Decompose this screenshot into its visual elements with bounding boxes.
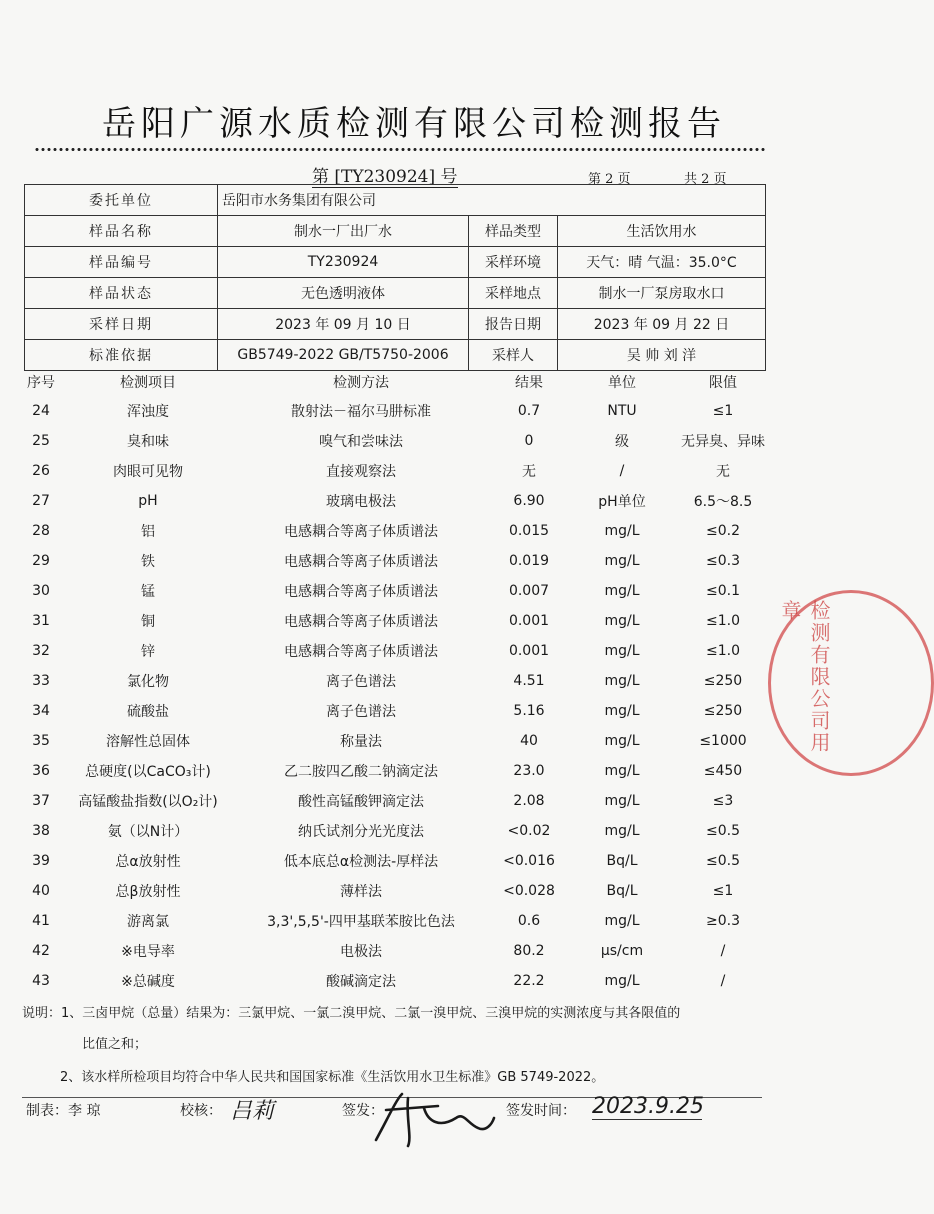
- row-unit: 级: [615, 434, 629, 450]
- header-unit: 单位: [608, 375, 636, 391]
- row-result: 23.0: [513, 763, 545, 779]
- row-limit: 无异臭、异味: [681, 434, 765, 450]
- row-method: 酸性高锰酸钾滴定法: [298, 794, 424, 810]
- row-limit: ≤0.5: [706, 823, 740, 839]
- row-no: 42: [32, 943, 50, 959]
- row-result: 0.6: [517, 913, 541, 929]
- row-method: 电极法: [340, 944, 382, 960]
- row-method: 离子色谱法: [326, 674, 396, 690]
- row-limit: ≤0.3: [706, 553, 740, 569]
- results-header-row: [22, 368, 774, 396]
- row-result: 0.015: [508, 523, 550, 539]
- row-no: 24: [32, 403, 50, 419]
- table-row: [22, 486, 774, 516]
- table-row: [22, 606, 774, 636]
- row-item: 锌: [141, 644, 155, 660]
- row-method: 直接观察法: [326, 464, 396, 480]
- row-result: 0.001: [508, 643, 550, 659]
- row-item: 铁: [141, 554, 155, 570]
- row-unit: Bq/L: [606, 883, 638, 899]
- row-limit: 6.5～8.5: [693, 494, 753, 510]
- sample-state-value: 无色透明液体: [218, 278, 469, 309]
- sampling-env-value: 天气：晴 气温：35.0°C: [558, 247, 766, 278]
- row-no: 37: [32, 793, 50, 809]
- row-item: 氨（以N计）: [107, 824, 189, 840]
- row-no: 36: [32, 763, 50, 779]
- row-no: 40: [32, 883, 50, 899]
- row-method: 称量法: [340, 734, 382, 750]
- row-result: 0.019: [508, 553, 550, 569]
- row-limit: ≤3: [712, 793, 734, 809]
- table-row: [22, 936, 774, 966]
- row-unit: mg/L: [604, 703, 640, 719]
- table-row: [22, 426, 774, 456]
- table-row: [22, 576, 774, 606]
- row-item: 铝: [141, 524, 155, 540]
- issue-time-label: 签发时间：: [506, 1103, 576, 1119]
- row-limit: ≤1.0: [706, 613, 740, 629]
- row-method: 玻璃电极法: [326, 494, 396, 510]
- client-value: 岳阳市水务集团有限公司: [218, 185, 766, 216]
- row-item: 溶解性总固体: [106, 734, 190, 750]
- row-limit: 无: [716, 464, 730, 480]
- approved-by-label: 签发：: [342, 1103, 384, 1119]
- row-unit: mg/L: [604, 913, 640, 929]
- sample-state-label: 样品状态: [25, 278, 218, 309]
- row-item: ※总碱度: [121, 974, 175, 990]
- row-item: ※电导率: [121, 944, 175, 960]
- row-limit: ≤1: [712, 403, 734, 419]
- table-row: [22, 726, 774, 756]
- row-method: 低本底总α检测法-厚样法: [283, 854, 439, 870]
- row-result: 40: [520, 733, 538, 749]
- row-no: 30: [32, 583, 50, 599]
- row-unit: mg/L: [604, 613, 640, 629]
- row-unit: mg/L: [604, 673, 640, 689]
- row-method: 电感耦合等离子体质谱法: [284, 644, 438, 660]
- row-limit: /: [720, 973, 726, 989]
- row-result: 0.007: [508, 583, 550, 599]
- row-unit: /: [619, 463, 625, 479]
- sample-info-table: [24, 184, 766, 371]
- report-date-label: 报告日期: [469, 309, 558, 340]
- row-unit: mg/L: [604, 823, 640, 839]
- row-method: 电感耦合等离子体质谱法: [284, 524, 438, 540]
- sample-name-value: 制水一厂出厂水: [218, 216, 469, 247]
- row-no: 33: [32, 673, 50, 689]
- row-no: 25: [32, 433, 50, 449]
- row-limit: ≤450: [703, 763, 743, 779]
- row-limit: ≤0.5: [706, 853, 740, 869]
- client-label: 委托单位: [25, 185, 218, 216]
- sampling-env-label: 采样环境: [469, 247, 558, 278]
- row-method: 酸碱滴定法: [326, 974, 396, 990]
- row-result: 2.08: [513, 793, 545, 809]
- row-no: 31: [32, 613, 50, 629]
- row-result: 5.16: [513, 703, 545, 719]
- row-no: 32: [32, 643, 50, 659]
- row-unit: mg/L: [604, 643, 640, 659]
- row-unit: NTU: [607, 403, 637, 419]
- note-1-continued: 比值之和；: [82, 1037, 148, 1052]
- row-result: <0.028: [503, 883, 555, 899]
- row-result: <0.016: [503, 853, 555, 869]
- row-item: 游离氯: [127, 914, 169, 930]
- sampling-date-value: 2023 年 09 月 10 日: [218, 309, 469, 340]
- row-limit: ≤0.2: [706, 523, 740, 539]
- row-unit: mg/L: [604, 553, 640, 569]
- row-item: 硫酸盐: [127, 704, 169, 720]
- sampling-site-label: 采样地点: [469, 278, 558, 309]
- results-table: [22, 368, 774, 996]
- row-no: 41: [32, 913, 50, 929]
- company-seal-text: 检测有限公司用章: [778, 600, 831, 754]
- row-method: 薄样法: [340, 884, 382, 900]
- table-row: [22, 666, 774, 696]
- row-method: 乙二胺四乙酸二钠滴定法: [284, 764, 438, 780]
- row-unit: mg/L: [604, 583, 640, 599]
- header-result: 结果: [515, 375, 543, 391]
- page-number: 第 2 页: [588, 172, 631, 187]
- row-result: 6.90: [513, 493, 545, 509]
- row-limit: ≤250: [703, 703, 743, 719]
- row-unit: mg/L: [604, 733, 640, 749]
- row-method: 嗅气和尝味法: [319, 434, 403, 450]
- approver-signature-icon: [368, 1088, 498, 1148]
- table-row: [22, 396, 774, 426]
- row-item: 总α放射性: [115, 854, 181, 870]
- row-result: 无: [522, 464, 536, 480]
- report-title: 岳阳广源水质检测有限公司检测报告: [102, 104, 726, 144]
- sample-code-value: TY230924: [218, 247, 469, 278]
- row-unit: mg/L: [604, 523, 640, 539]
- table-row: [22, 906, 774, 936]
- row-method: 散射法－福尔马肼标准: [291, 404, 431, 420]
- row-item: 臭和味: [127, 434, 169, 450]
- row-result: <0.02: [507, 823, 551, 839]
- row-no: 27: [32, 493, 50, 509]
- row-result: 0.001: [508, 613, 550, 629]
- issue-date-handwritten: 2023.9.25: [592, 1094, 704, 1119]
- header-limit: 限值: [709, 375, 737, 391]
- row-result: 80.2: [513, 943, 545, 959]
- row-no: 35: [32, 733, 50, 749]
- table-row: [22, 846, 774, 876]
- sample-name-label: 样品名称: [25, 216, 218, 247]
- row-item: pH: [138, 493, 158, 509]
- sampler-label: 采样人: [469, 340, 558, 371]
- table-row: [22, 636, 774, 666]
- note-1: 说明：1、三卤甲烷（总量）结果为：三氯甲烷、一氯二溴甲烷、二氯一溴甲烷、三溴甲烷的实测浓度与其各限值的: [22, 1006, 681, 1021]
- sample-type-label: 样品类型: [469, 216, 558, 247]
- table-row: [22, 756, 774, 786]
- row-limit: ≤0.1: [706, 583, 740, 599]
- row-no: 29: [32, 553, 50, 569]
- row-no: 34: [32, 703, 50, 719]
- row-unit: mg/L: [604, 763, 640, 779]
- row-no: 43: [32, 973, 50, 989]
- row-limit: ≤1000: [699, 733, 747, 749]
- table-row: [22, 546, 774, 576]
- table-row: [22, 516, 774, 546]
- title-dotted-rule: [34, 147, 766, 152]
- row-unit: mg/L: [604, 793, 640, 809]
- header-item: 检测项目: [120, 375, 176, 391]
- row-no: 39: [32, 853, 50, 869]
- row-result: 0.7: [517, 403, 541, 419]
- table-row: [22, 816, 774, 846]
- row-unit: Bq/L: [606, 853, 638, 869]
- sample-code-label: 样品编号: [25, 247, 218, 278]
- checked-by-signature: 吕莉: [230, 1099, 275, 1124]
- row-item: 氯化物: [127, 674, 169, 690]
- header-no: 序号: [27, 375, 55, 391]
- sampling-date-label: 采样日期: [25, 309, 218, 340]
- row-method: 离子色谱法: [326, 704, 396, 720]
- row-result: 4.51: [513, 673, 545, 689]
- row-unit: μs/cm: [600, 943, 644, 959]
- page-total: 共 2 页: [684, 172, 727, 187]
- row-no: 38: [32, 823, 50, 839]
- row-item: 肉眼可见物: [113, 464, 183, 480]
- row-item: 铜: [141, 614, 155, 630]
- row-limit: ≤1: [712, 883, 734, 899]
- row-limit: /: [720, 943, 726, 959]
- table-row: [22, 456, 774, 486]
- row-method: 电感耦合等离子体质谱法: [284, 614, 438, 630]
- checked-by-label: 校核：: [180, 1103, 222, 1119]
- header-method: 检测方法: [333, 375, 389, 391]
- table-row: [22, 966, 774, 996]
- sample-type-value: 生活饮用水: [558, 216, 766, 247]
- table-row: [22, 876, 774, 906]
- row-method: 电感耦合等离子体质谱法: [284, 554, 438, 570]
- prepared-by: 制表：李 琼: [26, 1103, 101, 1119]
- row-no: 26: [32, 463, 50, 479]
- row-result: 22.2: [513, 973, 545, 989]
- row-method: 电感耦合等离子体质谱法: [284, 584, 438, 600]
- row-unit: pH单位: [598, 494, 646, 510]
- row-item: 总硬度(以CaCO₃计): [85, 764, 211, 780]
- row-item: 锰: [141, 584, 155, 600]
- row-limit: ≥0.3: [706, 913, 740, 929]
- row-method: 3,3',5,5'-四甲基联苯胺比色法: [267, 914, 455, 930]
- row-item: 高锰酸盐指数(以O₂计): [78, 794, 218, 810]
- note-2: 2、该水样所检项目均符合中华人民共和国国家标准《生活饮用水卫生标准》GB 5749-2022。: [60, 1070, 605, 1085]
- row-result: 0: [524, 433, 534, 449]
- report-number: 第 [TY230924] 号: [312, 162, 458, 188]
- sampler-value: 吴 帅 刘 洋: [558, 340, 766, 371]
- row-unit: mg/L: [604, 973, 640, 989]
- row-limit: ≤1.0: [706, 643, 740, 659]
- row-item: 浑浊度: [127, 404, 169, 420]
- standard-label: 标准依据: [25, 340, 218, 371]
- standard-value: GB5749-2022 GB/T5750-2006: [218, 340, 469, 371]
- row-no: 28: [32, 523, 50, 539]
- table-row: [22, 696, 774, 726]
- report-date-value: 2023 年 09 月 22 日: [558, 309, 766, 340]
- row-method: 纳氏试剂分光光度法: [298, 824, 424, 840]
- table-row: [22, 786, 774, 816]
- row-limit: ≤250: [703, 673, 743, 689]
- row-item: 总β放射性: [115, 884, 181, 900]
- sampling-site-value: 制水一厂泵房取水口: [558, 278, 766, 309]
